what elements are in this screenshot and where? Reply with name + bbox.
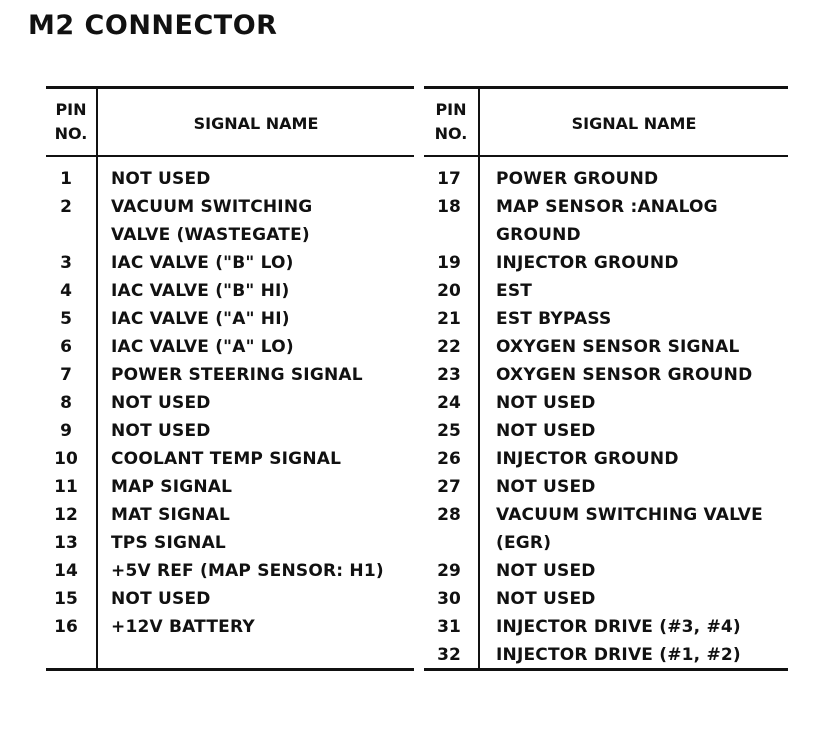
table-row: [46, 193, 414, 221]
pin-number: 25: [437, 421, 461, 441]
pin-number: 15: [54, 589, 78, 609]
pin-number: 26: [437, 449, 461, 469]
signal-name: MAT SIGNAL: [111, 505, 231, 525]
pin-number: 23: [437, 365, 461, 385]
pin-number: 29: [437, 561, 461, 581]
table-row: [424, 165, 788, 193]
table-row-continuation: [46, 221, 414, 249]
pin-number: 8: [60, 393, 72, 413]
table-row: [46, 389, 414, 417]
signal-name: INJECTOR GROUND: [496, 253, 679, 273]
table-row: [424, 473, 788, 501]
signal-name: VACUUM SWITCHING VALVE: [496, 505, 763, 525]
page-title: M2 CONNECTOR: [28, 10, 278, 41]
pin-column-header: [424, 98, 478, 146]
pin-number: 3: [60, 253, 72, 273]
signal-name: NOT USED: [496, 561, 596, 581]
signal-name: POWER STEERING SIGNAL: [111, 365, 363, 385]
signal-name: IAC VALVE ("B" HI): [111, 281, 290, 301]
table-row: [46, 501, 414, 529]
table-row: [46, 277, 414, 305]
signal-name: IAC VALVE ("B" LO): [111, 253, 294, 273]
table-row: [46, 333, 414, 361]
signal-name: NOT USED: [496, 477, 596, 497]
table-row: [424, 613, 788, 641]
signal-name: NOT USED: [111, 393, 211, 413]
pin-column-header: [46, 98, 96, 146]
table-bottom-rule: [424, 668, 788, 671]
signal-name: MAP SIGNAL: [111, 477, 233, 497]
signal-name: EST: [496, 281, 533, 301]
rows-left: [46, 165, 414, 641]
signal-name: NOT USED: [111, 589, 211, 609]
pin-number: 19: [437, 253, 461, 273]
pin-number: 12: [54, 505, 78, 525]
pin-number: [424, 221, 474, 249]
pin-number: 1: [60, 169, 72, 189]
table-row: [424, 193, 788, 221]
pin-number: 14: [54, 561, 78, 581]
signal-name: INJECTOR DRIVE (#1, #2): [496, 645, 741, 665]
pin-number: 18: [437, 197, 461, 217]
table-row: [424, 305, 788, 333]
table-row-continuation: [424, 529, 788, 557]
pin-number: 22: [437, 337, 461, 357]
pin-number: 9: [60, 421, 72, 441]
signal-name: INJECTOR GROUND: [496, 449, 679, 469]
pin-number: 28: [437, 505, 461, 525]
header-rule: [46, 155, 414, 157]
pin-number: [424, 529, 474, 557]
pin-header-line1: PIN: [55, 100, 87, 119]
pin-number: 6: [60, 337, 72, 357]
signal-column-header: SIGNAL NAME: [571, 114, 697, 133]
signal-name: EST BYPASS: [496, 309, 612, 329]
rows-right: [424, 165, 788, 669]
pin-number: 5: [60, 309, 72, 329]
header-rule: [424, 155, 788, 157]
signal-name: TPS SIGNAL: [111, 533, 226, 553]
signal-name: IAC VALVE ("A" LO): [111, 337, 294, 357]
table-row: [424, 249, 788, 277]
table-row-continuation: [424, 221, 788, 249]
pin-number: 31: [437, 617, 461, 637]
table-row: [46, 529, 414, 557]
pin-number: 21: [437, 309, 461, 329]
pin-number: 30: [437, 589, 461, 609]
pin-number: 10: [54, 449, 78, 469]
pin-header-line1: PIN: [435, 100, 467, 119]
pin-header-line2: NO.: [54, 124, 88, 143]
signal-name: (EGR): [496, 533, 552, 553]
table-row: [46, 249, 414, 277]
pin-number: 20: [437, 281, 461, 301]
signal-name: NOT USED: [496, 421, 596, 441]
signal-column-header: SIGNAL NAME: [193, 114, 319, 133]
signal-name: NOT USED: [111, 421, 211, 441]
table-row: [46, 473, 414, 501]
table-row: [46, 613, 414, 641]
table-row: [424, 445, 788, 473]
signal-name: VACUUM SWITCHING: [111, 197, 313, 217]
table-row: [424, 361, 788, 389]
signal-name: IAC VALVE ("A" HI): [111, 309, 290, 329]
pin-number: [46, 221, 86, 249]
pin-number: 16: [54, 617, 78, 637]
table-row: [424, 557, 788, 585]
pin-number: 24: [437, 393, 461, 413]
pin-number: 2: [60, 197, 72, 217]
table-row: [424, 277, 788, 305]
table-top-rule: [46, 86, 414, 89]
signal-name: +12V BATTERY: [111, 617, 255, 637]
table-row: [424, 501, 788, 529]
pin-number: 4: [60, 281, 72, 301]
table-row: [424, 417, 788, 445]
signal-name: +5V REF (MAP SENSOR: H1): [111, 561, 384, 581]
table-row: [424, 641, 788, 669]
signal-name: POWER GROUND: [496, 169, 659, 189]
table-row: [424, 585, 788, 613]
signal-name: NOT USED: [496, 393, 596, 413]
table-row: [46, 557, 414, 585]
pin-number: 17: [437, 169, 461, 189]
signal-name: OXYGEN SENSOR GROUND: [496, 365, 753, 385]
pin-number: 27: [437, 477, 461, 497]
signal-name: OXYGEN SENSOR SIGNAL: [496, 337, 740, 357]
table-row: [46, 305, 414, 333]
signal-name: VALVE (WASTEGATE): [111, 225, 310, 245]
signal-name: NOT USED: [111, 169, 211, 189]
table-row: [46, 585, 414, 613]
table-row: [424, 389, 788, 417]
table-row: [46, 361, 414, 389]
pin-number: 13: [54, 533, 78, 553]
signal-name: COOLANT TEMP SIGNAL: [111, 449, 342, 469]
table-row: [46, 417, 414, 445]
signal-name: NOT USED: [496, 589, 596, 609]
signal-name: INJECTOR DRIVE (#3, #4): [496, 617, 741, 637]
pin-number: 11: [54, 477, 78, 497]
signal-name: MAP SENSOR :ANALOG: [496, 197, 718, 217]
pin-header-line2: NO.: [434, 124, 468, 143]
table-row: [46, 165, 414, 193]
pin-number: 32: [437, 645, 461, 665]
table-bottom-rule: [46, 668, 414, 671]
table-row: [424, 333, 788, 361]
table-row: [46, 445, 414, 473]
signal-name: GROUND: [496, 225, 581, 245]
pin-number: 7: [60, 365, 72, 385]
